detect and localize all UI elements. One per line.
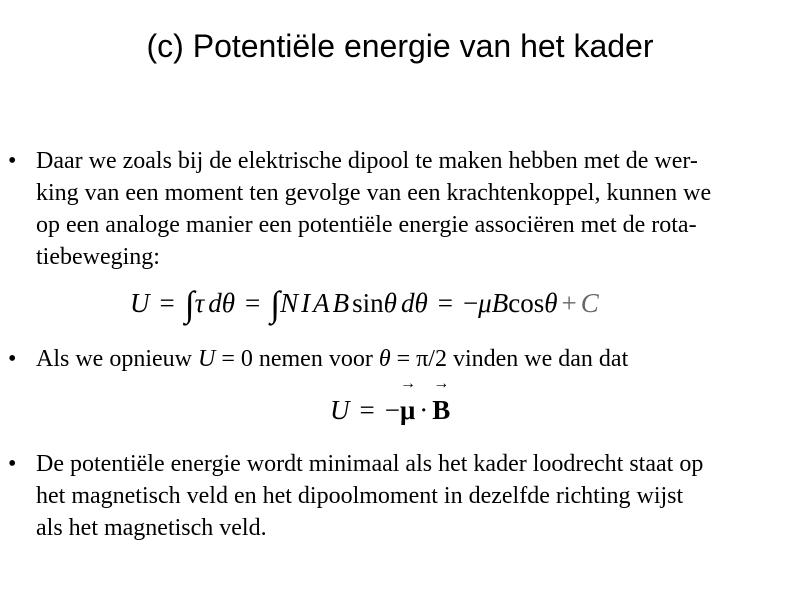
- paragraph-3-line-2: het magnetisch veld en het dipoolmoment in dezelfde richting wijst: [36, 483, 684, 509]
- eq2-U: U: [330, 395, 350, 425]
- eq1-integral-1: ∫: [184, 284, 195, 324]
- paragraph-1-line-3: op een analoge manier een potentiële energie associëren met de rota-: [36, 212, 697, 238]
- paragraph-1-line-4: tiebeweging:: [36, 244, 160, 270]
- eq1-sin: sin: [352, 288, 384, 318]
- eq1-tau: τ: [194, 288, 205, 318]
- paragraph-1-line-1: Daar we zoals bij de elektrische dipool te maken hebben met de wer-: [36, 148, 698, 174]
- paragraph-3-line-3: als het magnetisch veld.: [36, 515, 267, 541]
- eq1-dtheta-1: dθ: [208, 288, 236, 318]
- paragraph-1-line-2: king van een moment ten gevolge van een krachtenkoppel, kunnen we: [36, 180, 712, 206]
- eq1-cos: cos: [508, 288, 545, 318]
- eq1-dtheta-2: dθ: [400, 288, 428, 318]
- equation-potential-energy: [130, 283, 599, 324]
- eq2-minus: −: [384, 395, 400, 425]
- eq2-mu-arrow: →: [399, 375, 416, 392]
- eq1-NIAB: NIAB: [280, 288, 353, 318]
- paragraph-1: [36, 145, 788, 273]
- para2-U: U: [197, 346, 216, 372]
- bullet-2: •: [8, 346, 17, 372]
- slide-title: (c) Potentiële energie van het kader: [146, 28, 654, 64]
- bullet-3: •: [8, 451, 17, 477]
- bullet-1: •: [8, 148, 17, 174]
- eq2-mu-vector: [399, 375, 416, 430]
- para2-eq-pi: = π/2: [396, 346, 447, 372]
- eq2-B-arrow: →: [433, 375, 450, 392]
- para2-suffix: vinden we dan dat: [452, 346, 629, 372]
- eq1-theta-2: θ: [544, 288, 558, 318]
- para2-theta: θ: [378, 346, 391, 372]
- eq2-B: B: [432, 395, 451, 425]
- eq1-plus: +: [561, 288, 577, 318]
- equation-dipole-energy: [330, 375, 451, 430]
- para2-prefix: Als we opnieuw: [36, 346, 192, 372]
- eq1-C: C: [580, 288, 599, 318]
- eq1-integral-2: ∫: [270, 284, 281, 324]
- para2-eq-zero: = 0 nemen voor: [221, 346, 373, 372]
- eq1-equals-1: =: [159, 288, 175, 318]
- eq2-B-vector: [432, 375, 451, 430]
- eq1-equals-3: =: [437, 288, 453, 318]
- paragraph-2: [36, 343, 788, 375]
- eq1-equals-2: =: [245, 288, 261, 318]
- eq1-muB: μB: [478, 288, 509, 318]
- paragraph-3: [36, 448, 788, 544]
- paragraph-2-line-1: [36, 343, 788, 375]
- paragraph-3-line-1: De potentiële energie wordt minimaal als het kader loodrecht staat op: [36, 451, 704, 477]
- eq1-U: U: [130, 288, 150, 318]
- eq2-mu: μ: [399, 395, 416, 425]
- eq1-minus: −: [462, 288, 479, 318]
- eq1-theta-1: θ: [383, 288, 397, 318]
- eq2-dot: ·: [419, 395, 429, 425]
- eq2-equals: =: [359, 395, 375, 425]
